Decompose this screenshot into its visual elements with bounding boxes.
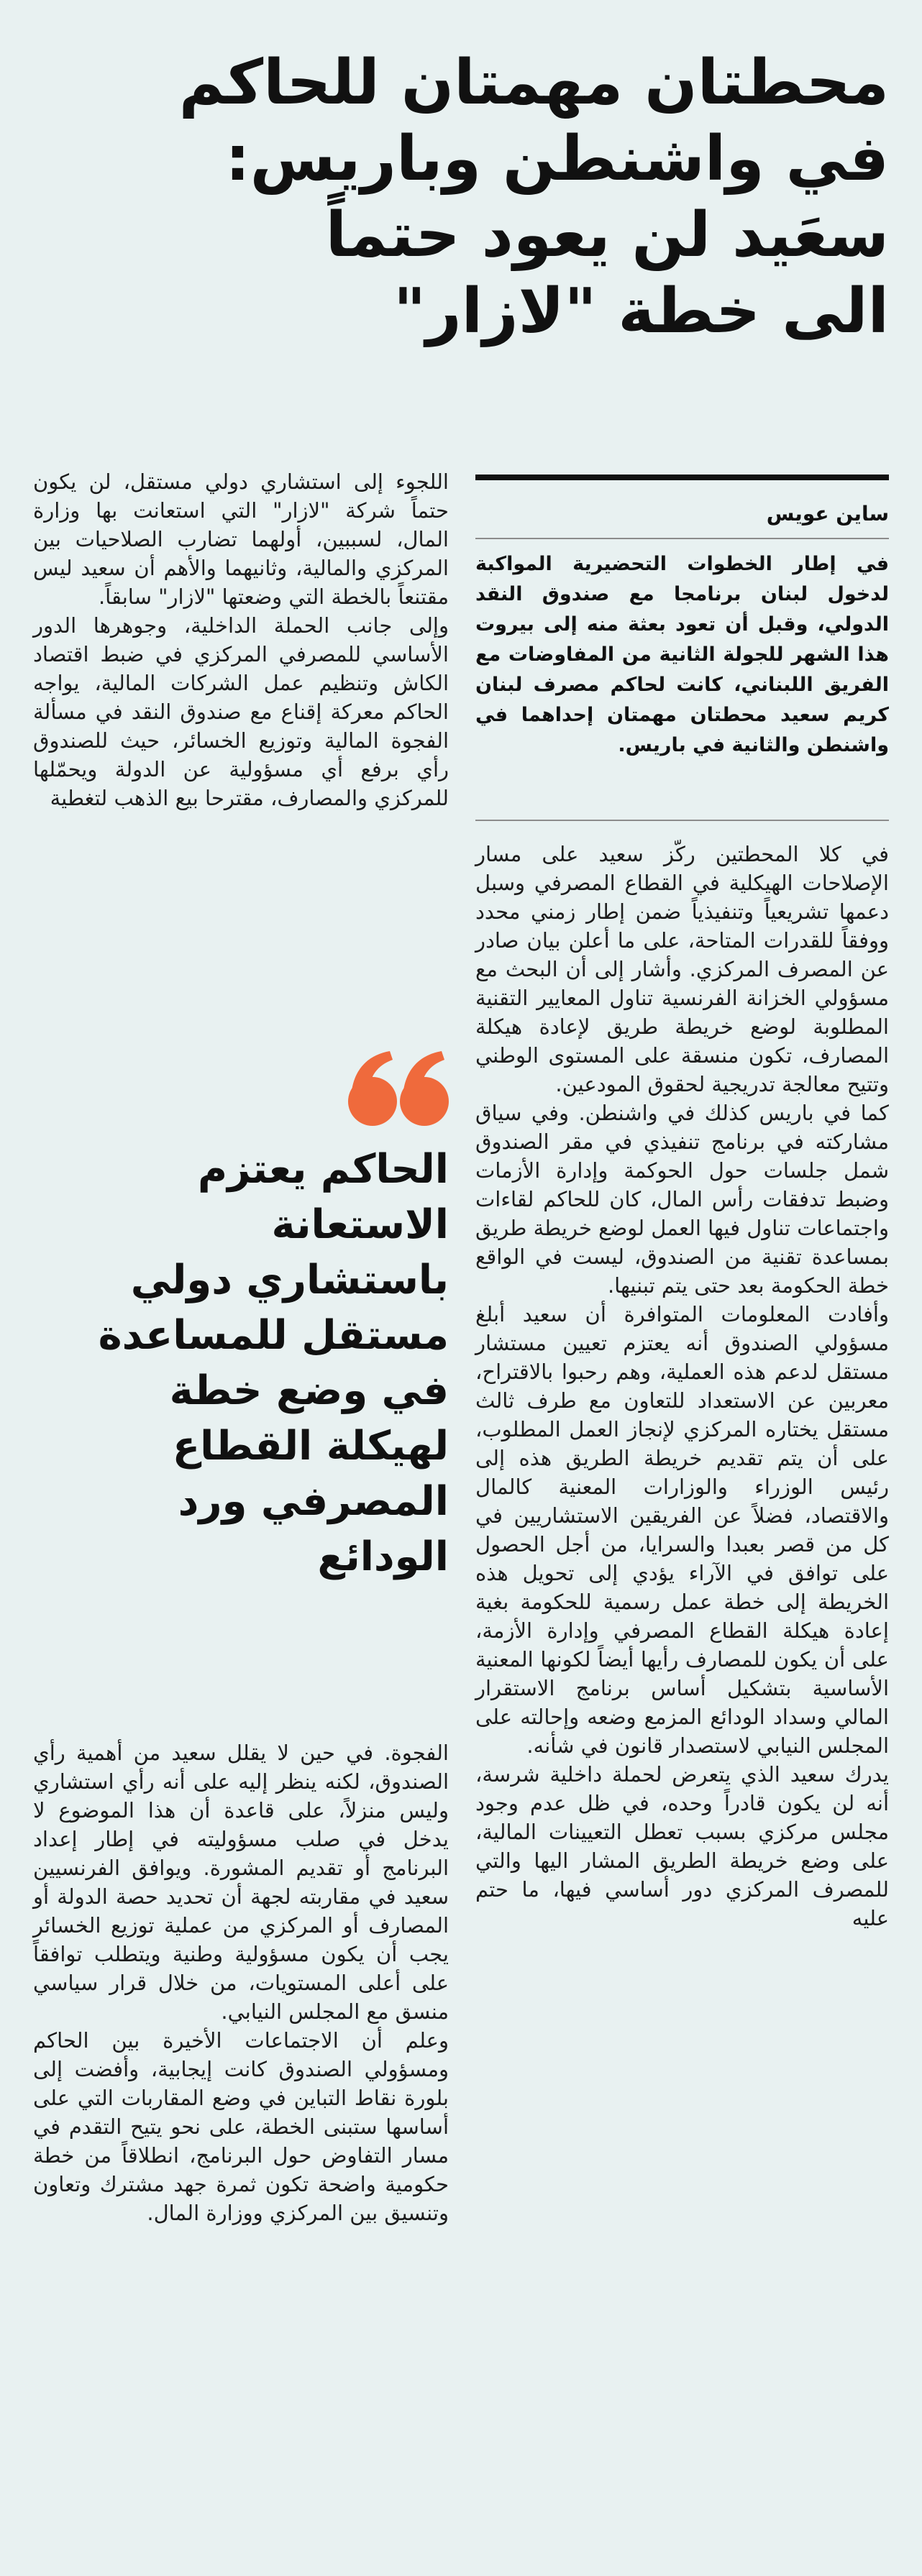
body-paragraph: كما في باريس كذلك في واشنطن. وفي سياق مشاركته في برنامج تنفيذي في مقر الصندوق شمل جلسات حول الحوكمة وإدارة الأزمات وضبط تدفقات رأس المال، كان للحاكم لقاءات واجتماعات تناول فيها العمل لوضع خريطة طريق بمساعدة تقنية من الصندوق، ليست في الواقع خطة الحكومة بعد حتى يتم تبنيها. bbox=[475, 1101, 889, 1298]
body-column-left-top bbox=[33, 467, 449, 812]
body-paragraph: وعلم أن الاجتماعات الأخيرة بين الحاكم ومسؤولي الصندوق كانت إيجابية، وأفضت إلى بلورة نقاط التباين في وضع المقاربات التي على أساسها ستبنى الخطة، على نحو يتيح التقدم في مسار التفاوض حول البرنامج، انطلاقاً من خطة حكومية واضحة تكون ثمرة جهد مشترك وتعاون وتنسيق بين المركزي ووزارة المال. bbox=[33, 2028, 449, 2225]
headline-line-3: سعَيد لن يعود حتماً bbox=[325, 199, 889, 271]
headline-line-2: في واشنطن وباريس: bbox=[225, 123, 889, 195]
author-top-rule bbox=[475, 475, 889, 480]
pull-quote-line: المصرفي ورد bbox=[178, 1478, 449, 1525]
body-column-right bbox=[475, 840, 889, 1933]
lead-bottom-rule bbox=[475, 820, 889, 821]
body-paragraph: في كلا المحطتين ركّز سعيد على مسار الإصلاحات الهيكلية في القطاع المصرفي وسبل دعمها تشريعياً وتنفيذياً ضمن إطار زمني محدد ووفقاً للقدرات المتاحة، على ما أعلن بيان صادر عن المصرف المركزي. وأشار إلى أن البحث مع مسؤولي الخزانة الفرنسية تناول المعايير التقنية المطلوبة لوضع خريطة طريق لإعادة هيكلة المصارف، تكون منسقة على المستوى الوطني وتتيح معالجة تدريجية لحقوق المودعين. bbox=[475, 842, 889, 1096]
body-column-left-bottom bbox=[33, 1738, 449, 2227]
pull-quote-line: الاستعانة bbox=[271, 1201, 449, 1248]
body-paragraph: الفجوة. في حين لا يقلل سعيد من أهمية رأي الصندوق، لكنه ينظر إليه على أنه رأي استشاري وليس منزلاً، على قاعدة أن هذا الموضوع لا يدخل في صلب مسؤوليته في إطار إعداد البرنامج أو تقديم المشورة. ويوافق الفرنسيين سعيد في مقاربته لجهة أن تحديد حصة الدولة أو المصارف أو المركزي من عملية توزيع الخسائر يجب أن يكون مسؤولية وطنية ويتطلب توافقاً على أعلى المستويات، من خلال قرار سياسي منسق مع المجلس النيابي. bbox=[33, 1741, 449, 2024]
author-bottom-rule bbox=[475, 538, 889, 539]
headline-line-4: الى خطة "لازار" bbox=[393, 275, 889, 347]
pull-quote bbox=[33, 1142, 449, 1585]
quote-mark-icon bbox=[345, 1050, 453, 1129]
pull-quote-line: الحاكم يعتزم bbox=[198, 1146, 449, 1193]
pull-quote-line: مستقل للمساعدة bbox=[98, 1312, 449, 1359]
pull-quote-line: الودائع bbox=[317, 1534, 449, 1580]
body-paragraph: اللجوء إلى استشاري دولي مستقل، لن يكون حتماً شركة "لازار" التي استعانت بها وزارة المال، لسببين، أولهما تضارب الصلاحيات بين المركزي والمالية، وثانيهما والأهم أن سعيد ليس مقتنعاً بالخطة التي وضعتها "لازار" سابقاً. bbox=[33, 469, 449, 609]
body-paragraph: يدرك سعيد الذي يتعرض لحملة داخلية شرسة، أنه لن يكون قادراً وحده، في ظل عدم وجود مجلس مركزي بسبب تعطل التعيينات المالية، على وضع خريطة الطريق المشار اليها والتي للمصرف المركزي دور أساسي فيها، ما حتم عليه bbox=[475, 1762, 889, 1930]
body-paragraph: وإلى جانب الحملة الداخلية، وجوهرها الدور الأساسي للمصرفي المركزي في ضبط اقتصاد الكاش وتنظيم عمل الشركات المالية، يواجه الحاكم معركة إقناع مع صندوق النقد في مسألة الفجوة المالية وتوزيع الخسائر، حيث للصندوق رأي برفع أي مسؤولية عن الدولة ويحمّلها للمركزي والمصارف، مقترحا بيع الذهب لتغطية bbox=[33, 613, 449, 810]
pull-quote-line: في وضع خطة bbox=[169, 1367, 449, 1414]
headline bbox=[98, 45, 889, 349]
pull-quote-line: باستشاري دولي bbox=[130, 1257, 449, 1303]
headline-line-1: محطتان مهمتان للحاكم bbox=[178, 47, 889, 119]
author-byline: ساين عويس bbox=[766, 502, 889, 526]
body-paragraph: وأفادت المعلومات المتوافرة أن سعيد أبلغ مسؤولي الصندوق أنه يعتزم تعيين مستشار مستقل لدعم هذه العملية، وهم رحبوا بالاقتراح، معربين عن الاستعداد للتعاون مع طرف ثالث مستقل يختاره المركزي لإنجاز العمل المطلوب، على أن يتم تقديم خريطة الطريق هذه إلى رئيس الوزراء والوزارات المعنية كالمال والاقتصاد، فضلاً عن الفريقين الاستشاريين في كل من قصر بعبدا والسرايا، من أجل الحصول على توافق في الآراء يؤدي إلى تحويل هذه الخريطة إلى خطة عمل رسمية للحكومة بغية إعادة هيكلة القطاع المصرفي وإدارة الأزمة، على أن يكون للمصارف رأيها أيضاً لكونها المعنية الأساسية بتشكيل أساس برنامج الاستقرار المالي وسداد الودائع المزمع وضعه وإحالته على المجلس النيابي لاستصدار قانون في شأنه. bbox=[475, 1302, 889, 1758]
pull-quote-line: لهيكلة القطاع bbox=[172, 1423, 449, 1470]
lead-paragraph: في إطار الخطوات التحضيرية المواكبة لدخول لبنان برنامجا مع صندوق النقد الدولي، وقبل أن تعود بعثة منه إلى بيروت هذا الشهر للجولة الثانية من المفاوضات مع الفريق اللبناني، كانت لحاكم مصرف لبنان كريم سعيد محطتان مهمتان إحداهما في واشنطن والثانية في باريس. bbox=[475, 553, 889, 756]
